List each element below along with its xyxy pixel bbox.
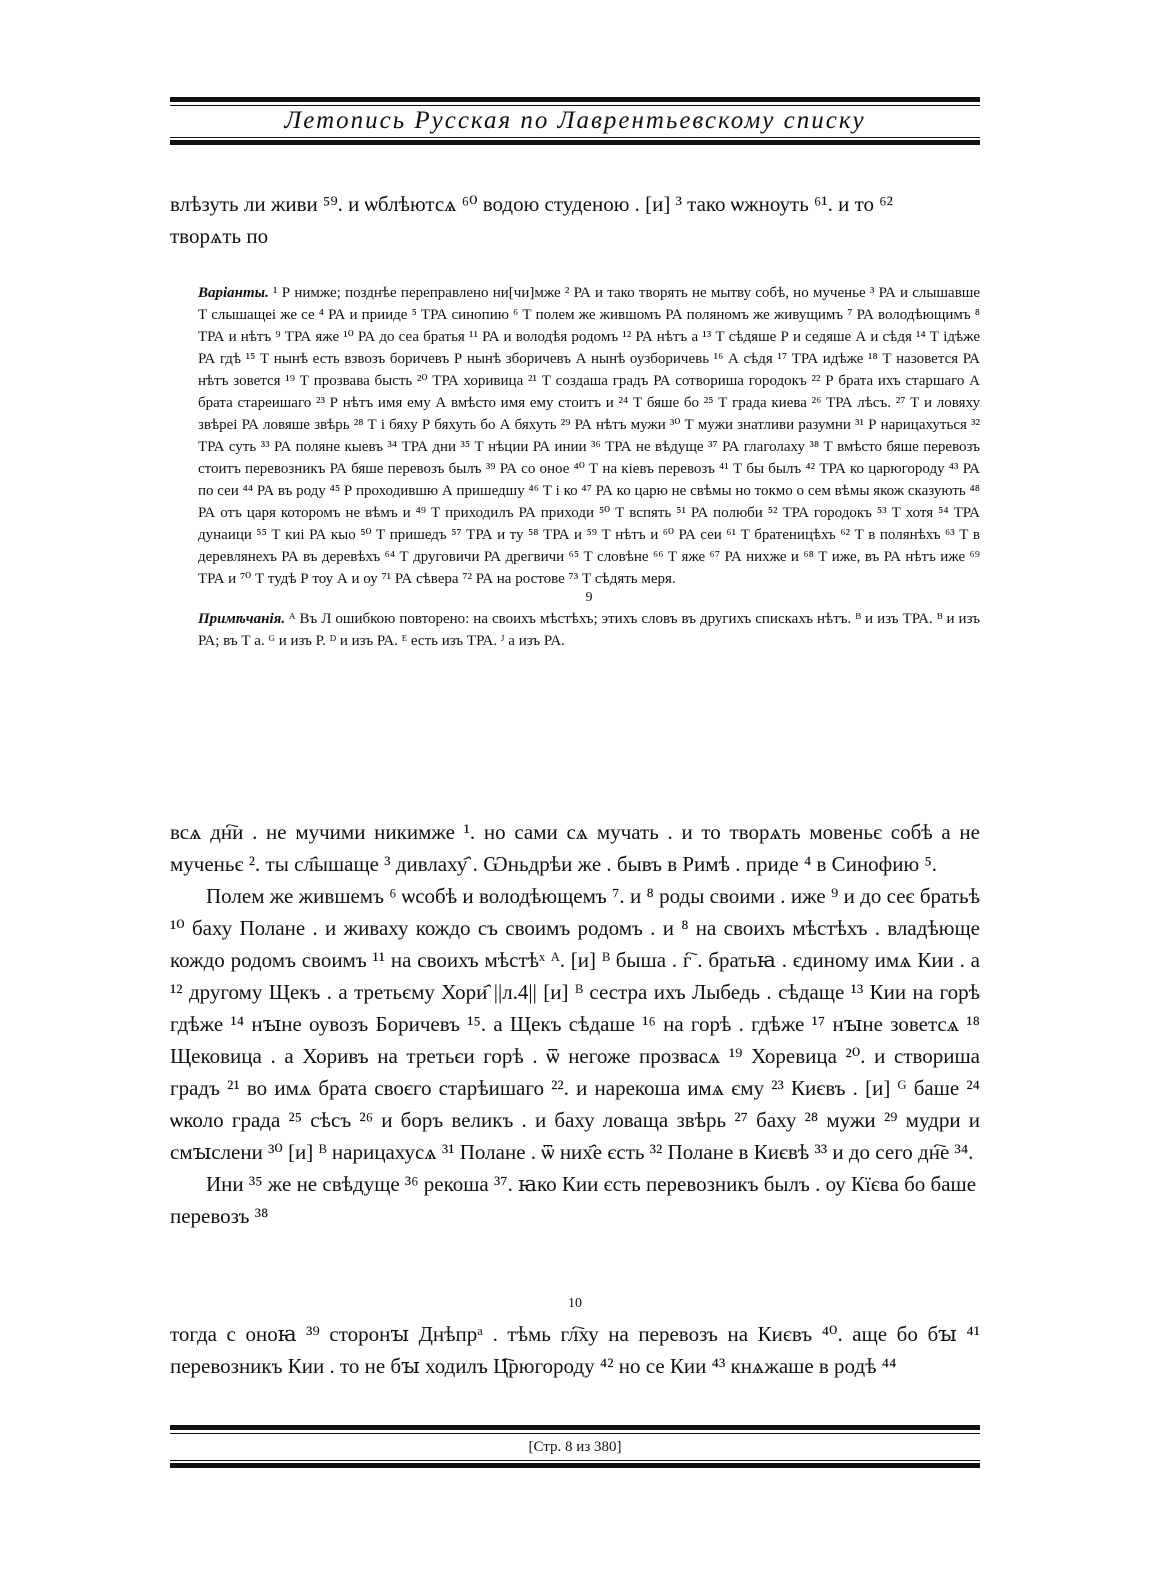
text-line: творѧть по xyxy=(170,224,269,248)
paragraph: Ини ³⁵ же не свѣдуще ³⁶ рекоша ³⁷. ꙗко Кии єсть перевозникъ былъ . оу Кїєва бо баше перевозъ ³⁸ xyxy=(170,1172,977,1228)
page-number: 9 xyxy=(585,590,593,605)
continued-text-top xyxy=(170,188,980,252)
page-counter: [Стр. 8 из 380] xyxy=(528,1439,622,1455)
header-rule xyxy=(170,97,980,102)
running-header-title: Летопись Русская по Лаврентьевскому списку xyxy=(284,107,866,134)
notes-label: Примѣчанія. xyxy=(198,611,286,627)
main-text-continued xyxy=(170,1318,980,1382)
variants-apparatus xyxy=(198,282,980,667)
page-number: 10 xyxy=(568,1296,582,1311)
main-text xyxy=(170,816,980,1232)
notes-block xyxy=(198,608,980,652)
paragraph: Полем же жившемъ ⁶ ѡсобѣ и володѣющемъ ⁷. и ⁸ роды своими . иже ⁹ и до сеє братьѣ ¹⁰ баху Полане . и живаху кождо съ своимъ родомъ . и ⁸ на своихъ мѣстѣхъ . владѣюще кождо родомъ своимъ ¹¹ на своихъ мѣстѣˣ ᴬ. [и] ᴮ быша . г҇ . братьꙗ . єдиному имѧ Кии . а ¹² другому Щекъ . а третьєму Хори҄ ||л.4|| [и] ᴮ сестра ихъ Лыбедь . сѣдаще ¹³ Кии на горѣ гдѣже ¹⁴ нꙑне оувозъ Боричевъ ¹⁵. а Щекъ сѣдаше ¹⁶ на горѣ . гдѣже ¹⁷ нꙑне зоветсѧ ¹⁸ Щековица . а Хоривъ на третьєи горѣ . ѿ негоже прозвасѧ ¹⁹ Хоревица ²⁰. и створиша градъ ²¹ во имѧ брата своєго старѣишаго ²². и нарекоша имѧ єму ²³ Києвъ . [и] ᴳ баше ²⁴ ѡколо града ²⁵ сѣсъ ²⁶ и боръ великъ . и баху ловаща звѣрь ²⁷ баху ²⁸ мужи ²⁹ мудри и смꙑслени ³⁰ [и] ᴮ нарицахусѧ ³¹ Полане . ѿ них҄е єсть ³² Полане в Києвѣ ³³ и до сего дн҇е ³⁴. xyxy=(170,884,980,1164)
header-rule xyxy=(170,140,980,145)
footer-rule xyxy=(170,1460,980,1461)
notes-text: ᴬ Въ Л ошибкою повторено: на своихъ мѣстѣхъ; этихъ словъ въ другихъ спискахъ нѣтъ. ᴮ и изъ ТРА. ᴮ и изъ РА; въ Т а. ᴳ и изъ Р. ᴰ и изъ РА. ᴱ есть изъ ТРА. ᴶ а изъ РА. xyxy=(198,611,980,649)
header-rule xyxy=(170,137,980,138)
variants-label: Варіанты. xyxy=(198,285,269,301)
text-line: влѣзуть ли живи ⁵⁹. и ѡблѣютсѧ ⁶⁰ водою студеною . [и] ³ тако ѡжноуть ⁶¹. и то ⁶² xyxy=(170,192,893,216)
paragraph: тогда с оноꙗ ³⁹ сторонꙑ Днѣпрᵃ . тѣмь гл҇ху на перевозъ на Києвъ ⁴⁰. аще бо бꙑ ⁴¹ перевозникъ Кии . то не бꙑ ходилъ Ц҇рюгороду ⁴² но се Кии ⁴³ кнѧжаше в родѣ ⁴⁴ xyxy=(170,1322,980,1378)
variants-text: ¹ Р нимже; позднѣе переправлено ни[чи]мже ² РА и тако творять не мытву собѣ, но мученье ³ РА и слышавше Т слышащеі же се ⁴ РА и прииде ⁵ ТРА синопию ⁶ Т полем же жившомъ РА поляномъ же живущимъ ⁷ РА володѣющимъ ⁸ ТРА и нѣтъ ⁹ ТРА яже ¹⁰ РА до сеа братья ¹¹ РА и володѣя родомъ ¹² РА нѣтъ а ¹³ Т сѣдяше Р и седяше А и сѣдя ¹⁴ Т ідѣже РА гдѣ ¹⁵ Т нынѣ есть взвозъ боричевъ Р нынѣ зборичевъ А нынѣ оузборичевь ¹⁶ А сѣдя ¹⁷ ТРА идѣже ¹⁸ Т назовется РА нѣтъ зовется ¹⁹ Т прозвава бысть ²⁰ ТРА хоривица ²¹ Т создаша градъ РА сотвориша городокъ ²² Р брата ихъ старшаго А брата стареишаго ²³ Р нѣтъ имя ему А вмѣсто имя ему стоитъ и ²⁴ Т бяше бо ²⁵ Т града киева ²⁶ ТРА лѣсъ. ²⁷ Т и ловяху звѣреі РА ловяше звѣрь ²⁸ Т і бяху Р бяхуть бо А бяхуть ²⁹ РА нѣтъ мужи ³⁰ Т мужи знатливи разумни ³¹ Р нарицахуться ³² ТРА суть ³³ РА поляне кыевъ ³⁴ ТРА дни ³⁵ Т нѣции РА инии ³⁶ ТРА не вѣдуще ³⁷ РА глаголаху ³⁸ Т вмѣсто бяше перевозъ стоитъ перевозникъ РА бяше перевозъ былъ ³⁹ РА со оное ⁴⁰ Т на кіевъ перевозъ ⁴¹ Т бы былъ ⁴² ТРА ко царюгороду ⁴³ РА по сеи ⁴⁴ РА въ роду ⁴⁵ Р проходившю А пришедшу ⁴⁶ Т і ко ⁴⁷ РА ко царю не свѣмы но токмо о сем вѣмы якож сказують ⁴⁸ РА отъ царя которомъ не вѣмъ и ⁴⁹ Т приходилъ РА приходи ⁵⁰ Т вспять ⁵¹ РА полюби ⁵² ТРА городокъ ⁵³ Т хотя ⁵⁴ ТРА дунаици ⁵⁵ Т киі РА кыо ⁵⁰ Т пришедъ ⁵⁷ ТРА и ту ⁵⁸ ТРА и ⁵⁹ Т нѣтъ и ⁶⁰ РА сеи ⁶¹ Т братеницѣхъ ⁶² Т в полянѣхъ ⁶³ Т в деревлянехъ РА въ деревѣхъ ⁶⁴ Т друговичи РА дрегвичи ⁶⁵ Т словѣне ⁶⁶ Т яже ⁶⁷ РА нихже и ⁶⁸ Т иже, въ РА нѣтъ иже ⁶⁹ ТРА и ⁷⁰ Т тудѣ Р тоу А и оу ⁷¹ РА сѣвера ⁷² РА на ростове ⁷³ Т сѣдять меря. xyxy=(198,285,980,587)
footer-rule xyxy=(170,1463,980,1468)
footer-rule xyxy=(170,1425,980,1430)
paragraph: всѧ дн҇и . не мучими никимже ¹. но сами сѧ мучать . и то творѧть мовеньє собѣ а не мученьє ². ты сл҄ышаще ³ дивлаху҄ . Ѡньдрѣи же . бывъ в Римѣ . приде ⁴ в Синофию ⁵. xyxy=(170,820,980,876)
footer-rule xyxy=(170,1433,980,1434)
